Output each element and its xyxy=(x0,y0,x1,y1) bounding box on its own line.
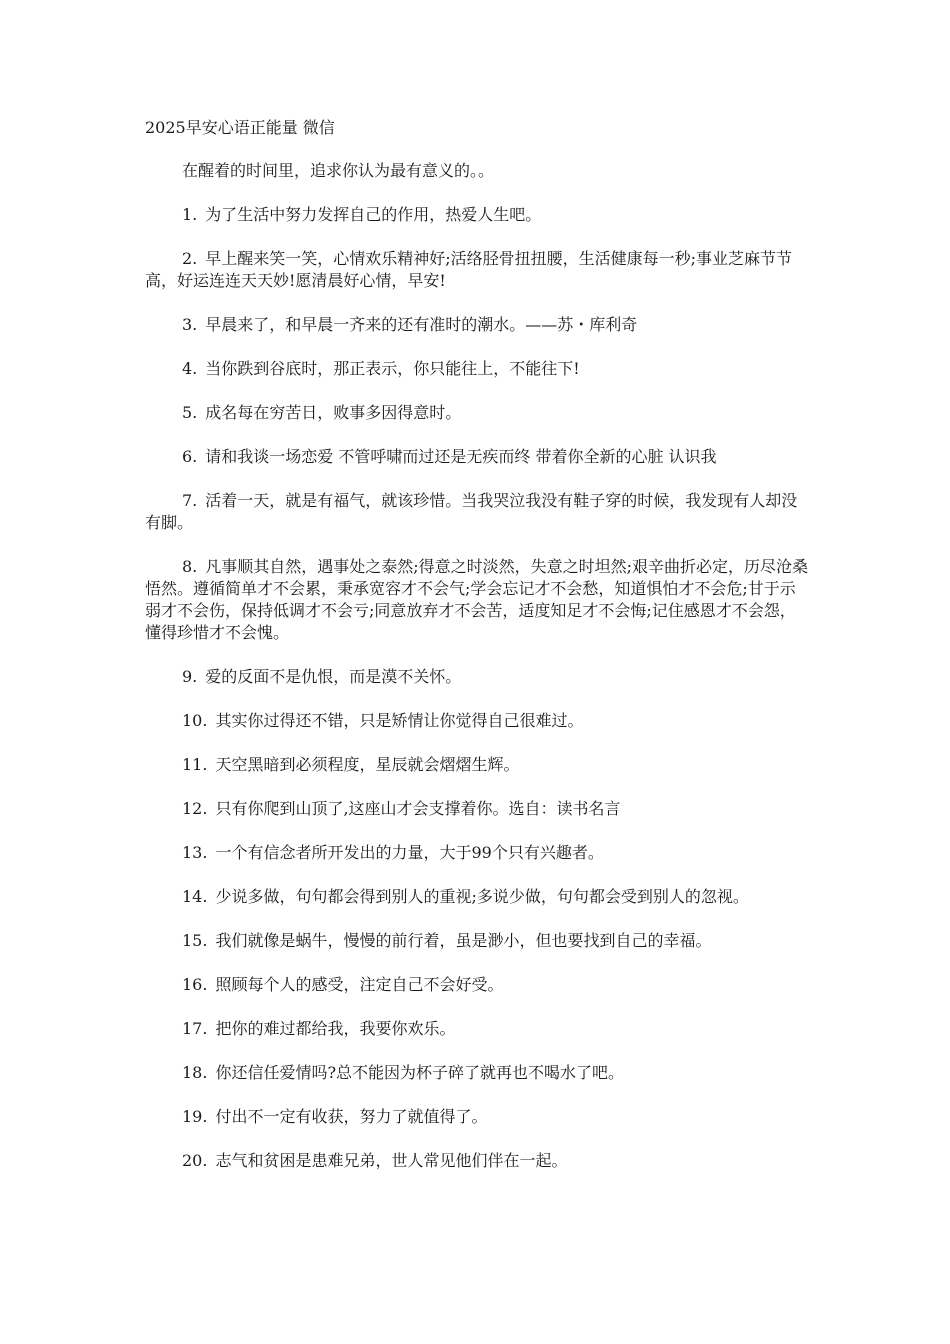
quote-item xyxy=(145,1018,810,1040)
quote-number: 6. xyxy=(182,447,198,466)
quote-number: 16. xyxy=(182,975,208,994)
quote-text: 我们就像是蜗牛，慢慢的前行着，虽是渺小，但也要找到自己的幸福。 xyxy=(215,931,712,950)
quote-number: 19. xyxy=(182,1107,208,1126)
quote-number: 18. xyxy=(182,1063,208,1082)
quote-number: 20. xyxy=(182,1151,208,1170)
quote-number: 5. xyxy=(182,403,198,422)
quote-text: 爱的反面不是仇恨，而是漠不关怀。 xyxy=(205,667,462,686)
quote-item xyxy=(145,248,810,292)
quote-text: 天空黑暗到必须程度，星辰就会熠熠生辉。 xyxy=(215,755,520,774)
quote-item xyxy=(145,754,810,776)
quote-number: 8. xyxy=(182,557,198,576)
quote-item xyxy=(145,490,810,534)
quote-text: 当你跌到谷底时，那正表示，你只能往上，不能往下! xyxy=(205,359,580,378)
quote-text: 请和我谈一场恋爱 不管呼啸而过还是无疾而终 带着你全新的心脏 认识我 xyxy=(205,447,717,466)
quote-item xyxy=(145,1062,810,1084)
quote-text: 一个有信念者所开发出的力量，大于99个只有兴趣者。 xyxy=(215,843,604,862)
quote-list xyxy=(145,204,810,1172)
quote-item xyxy=(145,974,810,996)
quote-number: 13. xyxy=(182,843,208,862)
quote-item xyxy=(145,666,810,688)
quote-number: 15. xyxy=(182,931,208,950)
quote-number: 1. xyxy=(182,205,198,224)
quote-text: 志气和贫困是患难兄弟，世人常见他们伴在一起。 xyxy=(215,1151,568,1170)
quote-text: 你还信任爱情吗?总不能因为杯子碎了就再也不喝水了吧。 xyxy=(215,1063,625,1082)
quote-number: 4. xyxy=(182,359,198,378)
quote-number: 11. xyxy=(182,755,208,774)
quote-number: 10. xyxy=(182,711,208,730)
quote-item xyxy=(145,1106,810,1128)
quote-item xyxy=(145,798,810,820)
quote-item xyxy=(145,1150,810,1172)
quote-text: 少说多做，句句都会得到别人的重视;多说少做，句句都会受到别人的忽视。 xyxy=(215,887,749,906)
document-title: 2025早安心语正能量 微信 xyxy=(145,118,335,137)
quote-item xyxy=(145,710,810,732)
quote-text: 为了生活中努力发挥自己的作用，热爱人生吧。 xyxy=(205,205,542,224)
quote-number: 9. xyxy=(182,667,198,686)
quote-text: 成名每在穷苦日，败事多因得意时。 xyxy=(205,403,462,422)
quote-item xyxy=(145,842,810,864)
quote-number: 7. xyxy=(182,491,198,510)
quote-text: 早晨来了，和早晨一齐来的还有准时的潮水。——苏・库利奇 xyxy=(205,315,638,334)
quote-item xyxy=(145,556,810,644)
quote-item xyxy=(145,446,810,468)
quote-text: 把你的难过都给我，我要你欢乐。 xyxy=(215,1019,456,1038)
quote-number: 12. xyxy=(182,799,208,818)
quote-text: 早上醒来笑一笑，心情欢乐精神好;活络胫骨扭扭腰，生活健康每一秒;事业芝麻节节高，好运连连天天妙!愿清晨好心情，早安! xyxy=(145,249,793,290)
quote-text: 凡事顺其自然，遇事处之泰然;得意之时淡然，失意之时坦然;艰辛曲折必定，历尽沧桑悟然。遵循简单才不会累，秉承宽容才不会气;学会忘记才不会愁，知道惧怕才不会危;甘于示弱才不会伤，保持低调才不会亏;同意放弃才不会苦，适度知足才不会悔;记住感恩才不会怨，懂得珍惜才不会愧。 xyxy=(145,557,809,642)
quote-item xyxy=(145,358,810,380)
quote-item xyxy=(145,314,810,336)
intro-paragraph: 在醒着的时间里，追求你认为最有意义的。。 xyxy=(182,161,495,180)
quote-text: 其实你过得还不错，只是矫情让你觉得自己很难过。 xyxy=(215,711,584,730)
quote-number: 3. xyxy=(182,315,198,334)
quote-item xyxy=(145,402,810,424)
quote-number: 2. xyxy=(182,249,198,268)
document-content xyxy=(145,117,810,1194)
quote-item xyxy=(145,930,810,952)
quote-text: 活着一天，就是有福气，就该珍惜。当我哭泣我没有鞋子穿的时候，我发现有人却没有脚。 xyxy=(145,491,798,532)
quote-number: 17. xyxy=(182,1019,208,1038)
quote-number: 14. xyxy=(182,887,208,906)
quote-item xyxy=(145,886,810,908)
quote-text: 付出不一定有收获，努力了就值得了。 xyxy=(215,1107,488,1126)
quote-item xyxy=(145,204,810,226)
quote-text: 只有你爬到山顶了,这座山才会支撑着你。选自：读书名言 xyxy=(215,799,621,818)
quote-text: 照顾每个人的感受，注定自己不会好受。 xyxy=(215,975,504,994)
